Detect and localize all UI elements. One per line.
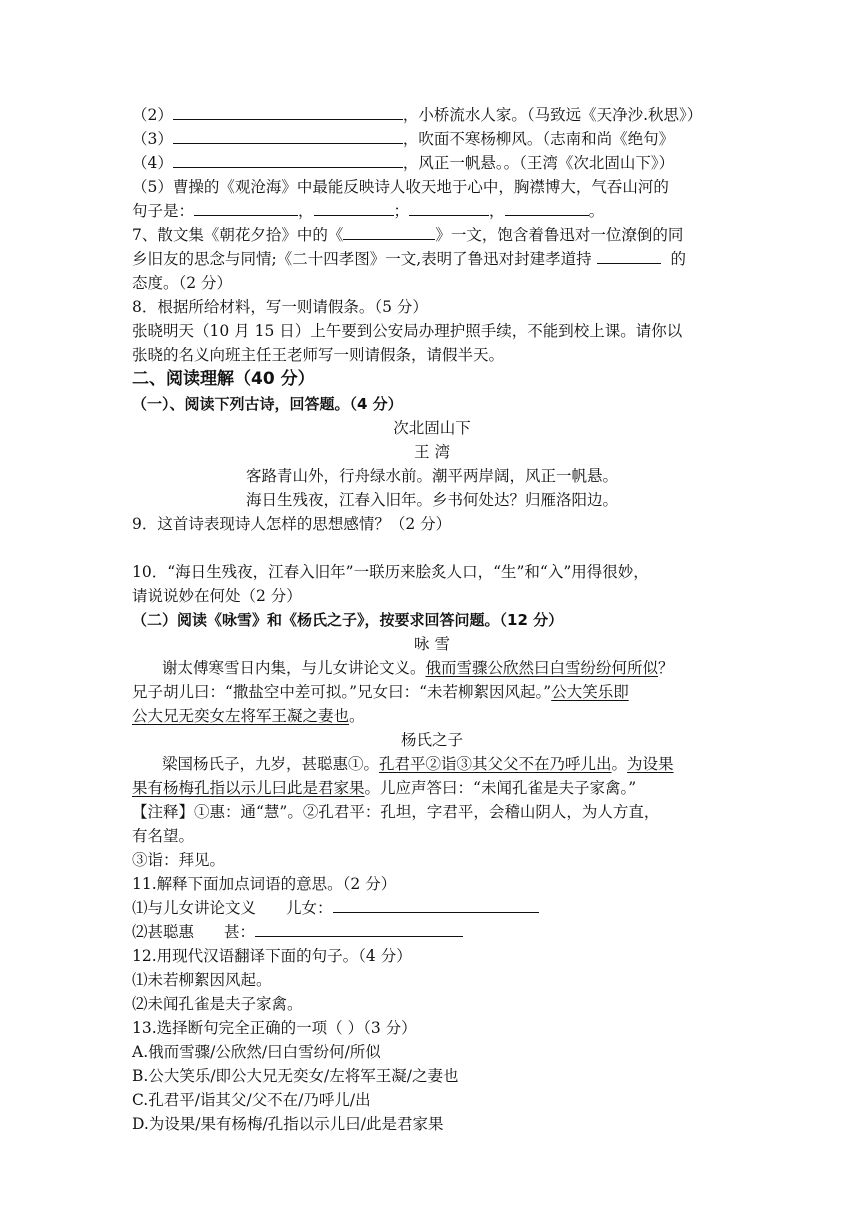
answer-blank[interactable] bbox=[194, 199, 298, 216]
passage-text: 梁国杨氏子，九岁，甚聪惠①。 bbox=[162, 755, 380, 773]
q6-line-2-text: ，小桥流水人家。（马致远《天净沙.秋思》） bbox=[402, 106, 703, 124]
passage-text: 。 bbox=[611, 755, 628, 773]
q12: 12.用现代汉语翻译下面的句子。（4 分） bbox=[132, 947, 412, 965]
passage-text: 兄子胡儿曰：“撒盐空中差可拟。”兄女曰：“未若柳絮因风起。” bbox=[132, 683, 552, 701]
q7-tail: 》一文，饱含着鲁迅对一位潦倒的同 bbox=[435, 226, 684, 244]
q13-option-b: B.公大笑乐/即公大兄无奕女/左将军王凝/之妻也 bbox=[132, 1067, 459, 1085]
answer-blank[interactable] bbox=[597, 247, 661, 264]
answer-blank[interactable] bbox=[173, 103, 403, 120]
passage-text: ？ bbox=[658, 659, 674, 677]
separator: ， bbox=[298, 202, 314, 220]
passage-text: 。 bbox=[349, 707, 365, 725]
q13: 13.选择断句完全正确的一项（ ）（3 分） bbox=[132, 1019, 417, 1037]
answer-blank[interactable] bbox=[505, 199, 589, 216]
part-1-heading: （一）、阅读下列古诗，回答题。（4 分） bbox=[132, 395, 403, 413]
q10-line-b: 请说说妙在何处（2 分） bbox=[132, 587, 302, 605]
underlined-sentence: 公大兄无奕女左将军王凝之妻也 bbox=[132, 707, 350, 725]
q13-option-d: D.为设果/果有杨梅/孔指以示儿曰/此是君家果 bbox=[132, 1115, 444, 1133]
answer-blank[interactable] bbox=[409, 199, 489, 216]
exam-page bbox=[132, 103, 732, 1136]
q6-line-2 bbox=[132, 103, 732, 127]
q12-item-1: ⑴未若柳絮因风起。 bbox=[132, 971, 272, 989]
q6-line-2-number: （2） bbox=[132, 106, 173, 124]
q13-option-c: C.孔君平/诣其父/父不在/乃呼儿/出 bbox=[132, 1091, 371, 1109]
underlined-sentence: 俄而雪骤公欣然曰白雪纷纷何所似 bbox=[425, 659, 659, 677]
answer-blank[interactable] bbox=[255, 920, 463, 937]
yongxue-line-1 bbox=[132, 656, 732, 680]
passage-title-yongxue: 咏 雪 bbox=[414, 635, 450, 653]
answer-blank[interactable] bbox=[314, 199, 394, 216]
section-heading: 二、阅读理解（40 分） bbox=[132, 369, 315, 389]
q7-line-b bbox=[132, 247, 732, 271]
underlined-sentence: 孔君平②诣③其父父不在乃呼儿出 bbox=[379, 755, 612, 773]
q6-line-3-number: （3） bbox=[132, 130, 173, 148]
q8-title: 8．根据所给材料，写一则请假条。（5 分） bbox=[132, 298, 428, 316]
passage-text: 。儿应声答曰：“未闻孔雀是夫子家禽。” bbox=[364, 779, 637, 797]
q6-line-5b bbox=[132, 199, 732, 223]
answer-space bbox=[132, 536, 732, 560]
note-line-3: ③诣：拜见。 bbox=[132, 851, 226, 869]
q8-line-1: 张晓明天（10 月 15 日）上午要到公安局办理护照手续，不能到校上课。请你以 bbox=[132, 322, 683, 340]
yongxue-line-2 bbox=[132, 680, 732, 704]
q6-line-5b-text: 句子是： bbox=[132, 202, 195, 220]
underlined-sentence: 为设果 bbox=[627, 755, 674, 773]
q7-line-a bbox=[132, 223, 732, 247]
q7-prefix: 7、散文集《朝花夕拾》中的《 bbox=[132, 226, 344, 244]
q8-line-2: 张晓的名义向班主任王老师写一则请假条，请假半天。 bbox=[132, 346, 505, 364]
q6-line-3 bbox=[132, 127, 732, 151]
q12-item-2: ⑵未闻孔雀是夫子家禽。 bbox=[132, 995, 303, 1013]
q10-line-a: 10．“海日生残夜，江春入旧年”一联历来脍炙人口，“生”和“入”用得很妙， bbox=[132, 563, 649, 581]
answer-blank[interactable] bbox=[173, 127, 403, 144]
q11-item-1-label: ⑴与儿女讲论文义 bbox=[132, 899, 257, 917]
yongxue-line-3 bbox=[132, 704, 732, 728]
part-2-heading: （二）阅读《咏雪》和《杨氏之子》，按要求回答问题。（12 分） bbox=[132, 611, 564, 629]
underlined-sentence: 公大笑乐即 bbox=[551, 683, 629, 701]
q6-line-5a: （5）曹操的《观沧海》中最能反映诗人收天地于心中，胸襟博大，气吞山河的 bbox=[132, 178, 669, 196]
note-line-1: 【注释】①惠：通“慧”。②孔君平：孔坦，字君平，会稽山阴人，为人方直， bbox=[132, 803, 660, 821]
note-line-2: 有名望。 bbox=[132, 827, 195, 845]
q11-item-1-word: 儿女： bbox=[286, 899, 333, 917]
q9: 9．这首诗表现诗人怎样的思想感情？（2 分） bbox=[132, 515, 452, 533]
poem-author: 王 湾 bbox=[414, 443, 450, 461]
q7-line-b-end: 的 bbox=[670, 250, 686, 268]
separator: 。 bbox=[588, 202, 605, 220]
q7-line-b-text: 乡旧友的思念与同情;《二十四孝图》一文,表明了鲁迅对封建孝道持 bbox=[132, 250, 592, 268]
poem-title: 次北固山下 bbox=[393, 419, 471, 437]
q6-line-4-number: （4） bbox=[132, 154, 173, 172]
q11-item-1 bbox=[132, 896, 732, 920]
q6-line-4 bbox=[132, 151, 732, 175]
q11-item-2-label: ⑵甚聪惠 bbox=[132, 923, 195, 941]
poem-line-1: 客路青山外，行舟绿水前。潮平两岸阔，风正一帆悬。 bbox=[245, 467, 618, 485]
passage-title-yangshizhizi: 杨氏之子 bbox=[400, 731, 463, 749]
q11-item-2 bbox=[132, 920, 732, 944]
q11: 11.解释下面加点词语的意思。（2 分） bbox=[132, 875, 397, 893]
answer-blank[interactable] bbox=[343, 223, 435, 240]
separator: ； bbox=[393, 202, 410, 220]
q6-line-4-text: ，风正一帆悬。。（王湾《次北固山下》） bbox=[402, 154, 675, 172]
q7-line-c: 态度。（2 分） bbox=[132, 274, 233, 292]
yang-line-1 bbox=[132, 752, 732, 776]
q11-item-2-word: 甚： bbox=[224, 923, 256, 941]
q13-option-a: A.俄而雪骤/公欣然/曰白雪纷何/所似 bbox=[132, 1043, 381, 1061]
q6-line-3-text: ，吹面不寒杨柳风。（志南和尚《绝句》 bbox=[402, 130, 675, 148]
passage-text: 谢太傅寒雪日内集，与儿女讲论文义。 bbox=[162, 659, 426, 677]
underlined-sentence: 果有杨梅孔指以示儿曰此是君家果 bbox=[132, 779, 365, 797]
yang-line-2 bbox=[132, 776, 732, 800]
answer-blank[interactable] bbox=[333, 896, 539, 913]
poem-line-2: 海日生残夜，江春入旧年。乡书何处达？归雁洛阳边。 bbox=[245, 491, 618, 509]
answer-blank[interactable] bbox=[173, 151, 403, 168]
separator: ， bbox=[489, 202, 505, 220]
